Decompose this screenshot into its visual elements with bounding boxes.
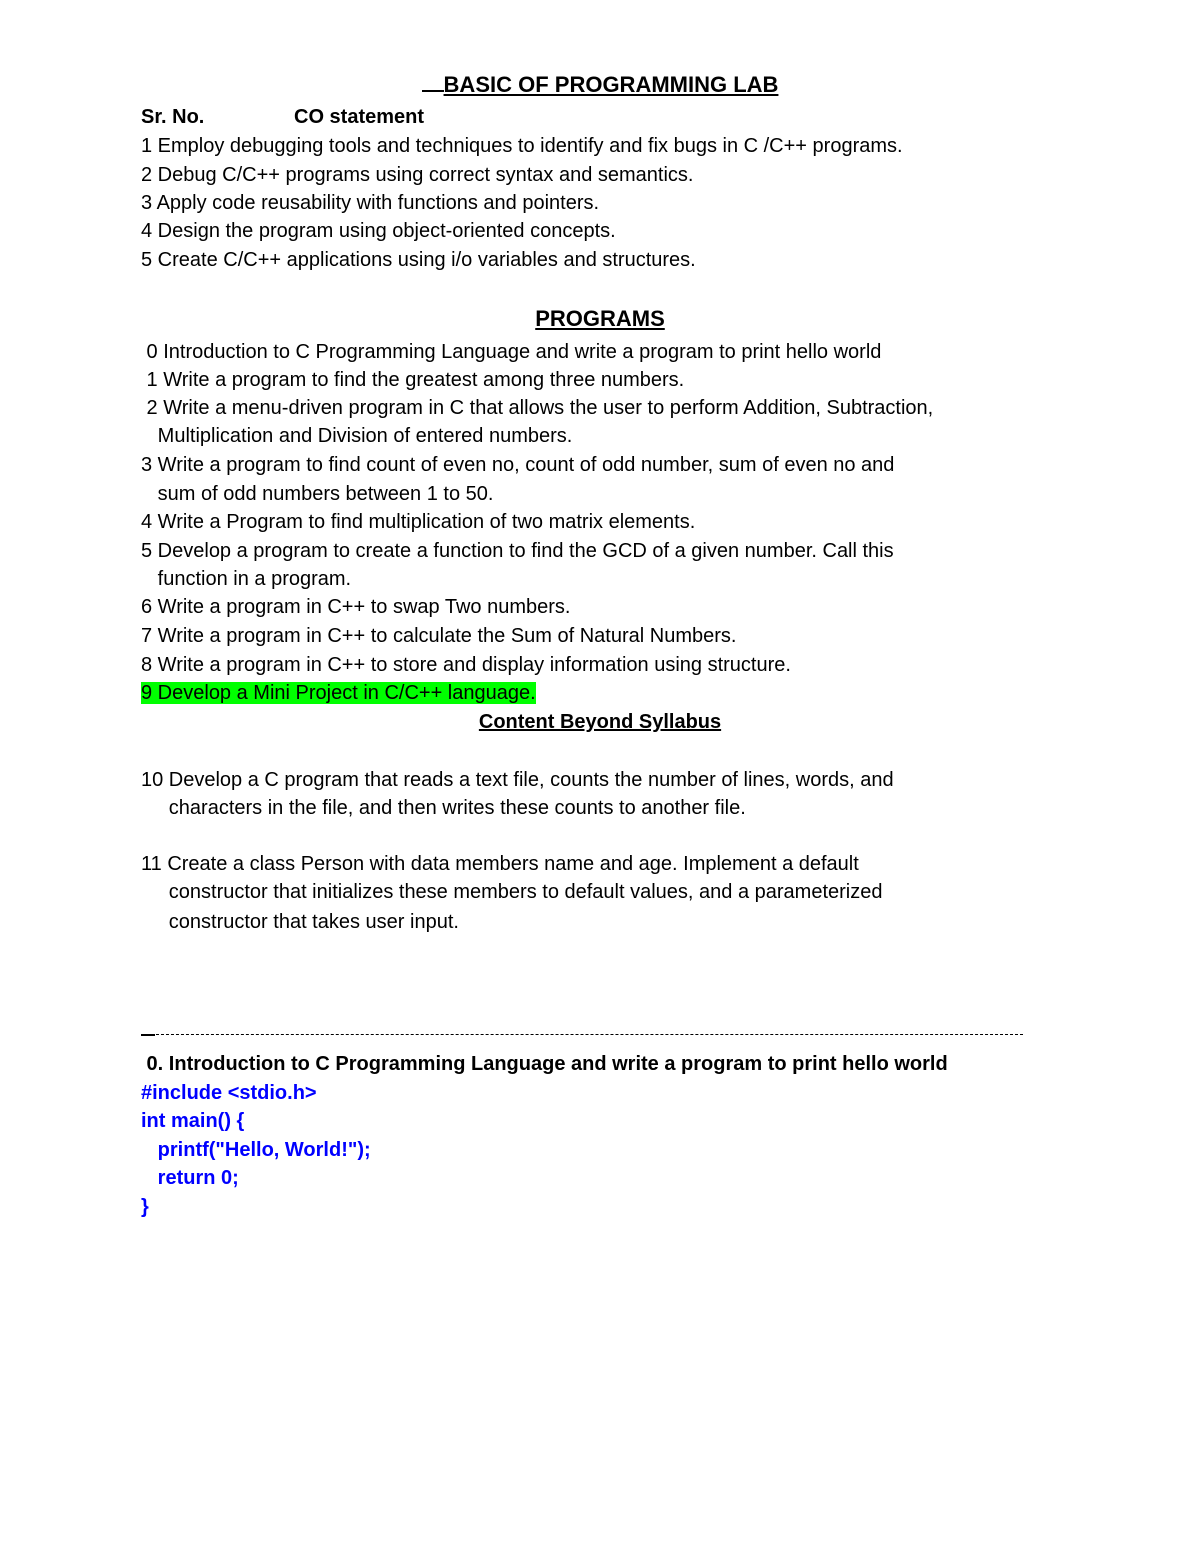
beyond-item: 11 Create a class Person with data members name and age. Implement a default bbox=[141, 853, 859, 875]
co-statement-3: 3 Apply code reusability with functions and pointers. bbox=[141, 192, 600, 214]
program-item: sum of odd numbers between 1 to 50. bbox=[141, 483, 494, 505]
code-line: int main() { bbox=[141, 1110, 245, 1132]
code-section-heading: 0. Introduction to C Programming Language and write a program to print hello world bbox=[141, 1053, 948, 1075]
co-statement-1: 1 Employ debugging tools and techniques to identify and fix bugs in C /C++ programs. bbox=[141, 135, 903, 157]
highlighted-text: 9 Develop a Mini Project in C/C++ language. bbox=[141, 682, 536, 704]
code-line: #include <stdio.h> bbox=[141, 1082, 317, 1104]
program-item: 1 Write a program to find the greatest among three numbers. bbox=[141, 369, 685, 391]
beyond-syllabus-heading: Content Beyond Syllabus bbox=[478, 711, 722, 733]
title-underline-pad bbox=[422, 70, 444, 92]
program-item: 0 Introduction to C Programming Language and write a program to print hello world bbox=[141, 341, 882, 363]
section-divider bbox=[141, 1034, 1023, 1037]
page-title-text: BASIC OF PROGRAMMING LAB bbox=[443, 72, 779, 97]
code-line: return 0; bbox=[141, 1167, 239, 1189]
program-item: function in a program. bbox=[141, 568, 352, 590]
section-divider-lead bbox=[141, 1034, 155, 1036]
program-item: 6 Write a program in C++ to swap Two numbers. bbox=[141, 596, 571, 618]
co-header-statement: CO statement bbox=[294, 106, 425, 128]
program-item: 8 Write a program in C++ to store and display information using structure. bbox=[141, 654, 791, 676]
co-statement-2: 2 Debug C/C++ programs using correct syntax and semantics. bbox=[141, 164, 694, 186]
co-header-srno: Sr. No. bbox=[141, 106, 205, 128]
beyond-item: constructor that takes user input. bbox=[141, 911, 459, 933]
code-line: } bbox=[141, 1196, 149, 1218]
program-item: 3 Write a program to find count of even no, count of odd number, sum of even no and bbox=[141, 454, 895, 476]
program-item: 2 Write a menu-driven program in C that allows the user to perform Addition, Subtraction, bbox=[141, 397, 934, 419]
program-item: 5 Develop a program to create a function to find the GCD of a given number. Call this bbox=[141, 540, 894, 562]
beyond-item: constructor that initializes these members to default values, and a parameterized bbox=[141, 881, 883, 903]
program-item: 4 Write a Program to find multiplication of two matrix elements. bbox=[141, 511, 696, 533]
page-title bbox=[0, 70, 1200, 99]
beyond-item: 10 Develop a C program that reads a text file, counts the number of lines, words, and bbox=[141, 769, 894, 791]
code-line: printf("Hello, World!"); bbox=[141, 1139, 371, 1161]
program-item: Multiplication and Division of entered numbers. bbox=[141, 425, 573, 447]
programs-heading: PROGRAMS bbox=[535, 306, 665, 331]
co-statement-4: 4 Design the program using object-oriented concepts. bbox=[141, 220, 616, 242]
program-item: 7 Write a program in C++ to calculate the Sum of Natural Numbers. bbox=[141, 625, 737, 647]
co-statement-5: 5 Create C/C++ applications using i/o variables and structures. bbox=[141, 249, 696, 271]
beyond-item: characters in the file, and then writes these counts to another file. bbox=[141, 797, 746, 819]
program-item-highlighted bbox=[141, 679, 536, 707]
